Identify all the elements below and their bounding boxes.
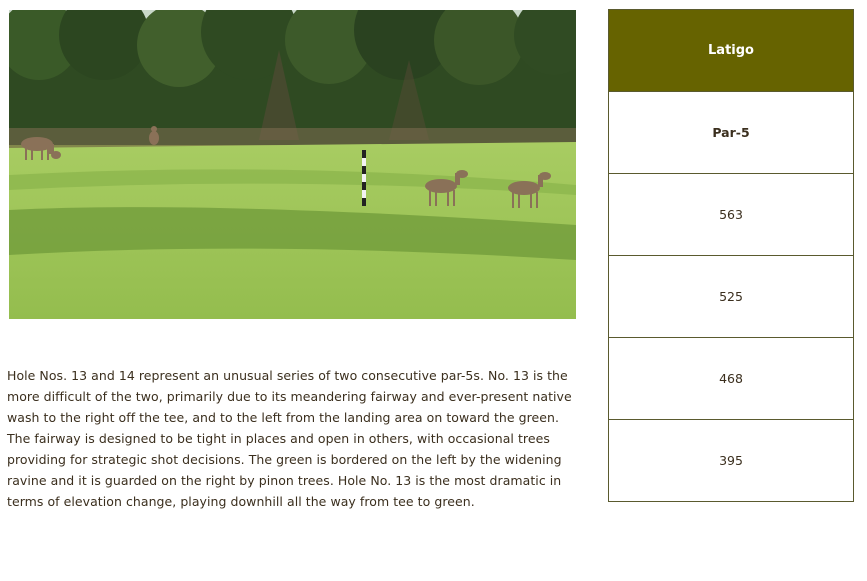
course-name-header: Latigo [609, 10, 853, 91]
hole-photo-illustration [9, 10, 576, 319]
yardage-cell: 395 [609, 419, 853, 501]
par-cell: Par-5 [609, 91, 853, 173]
tree-line [9, 10, 576, 148]
hole-photo [9, 10, 576, 319]
yardage-cell: 563 [609, 173, 853, 255]
yardage-cell: 525 [609, 255, 853, 337]
yardage-marker-pole [362, 150, 366, 206]
yardage-cell: 468 [609, 337, 853, 419]
scorecard-table [608, 9, 854, 502]
hole-description: Hole Nos. 13 and 14 represent an unusual series of two consecutive par-5s. No. 13 is the more difficult of the two, primarily due to its meandering fairway and ever-present native wash to the right off the tee, and to the left from the landing area on toward the green. The fairway is designed to be tight in places and open in others, with occasional trees providing for strategic shot decisions. The green is bordered on the left by the widening ravine and it is guarded on the right by pinon trees. Hole No. 13 is the most dramatic in terms of elevation change, playing downhill all the way from tee to green. [7, 367, 572, 509]
